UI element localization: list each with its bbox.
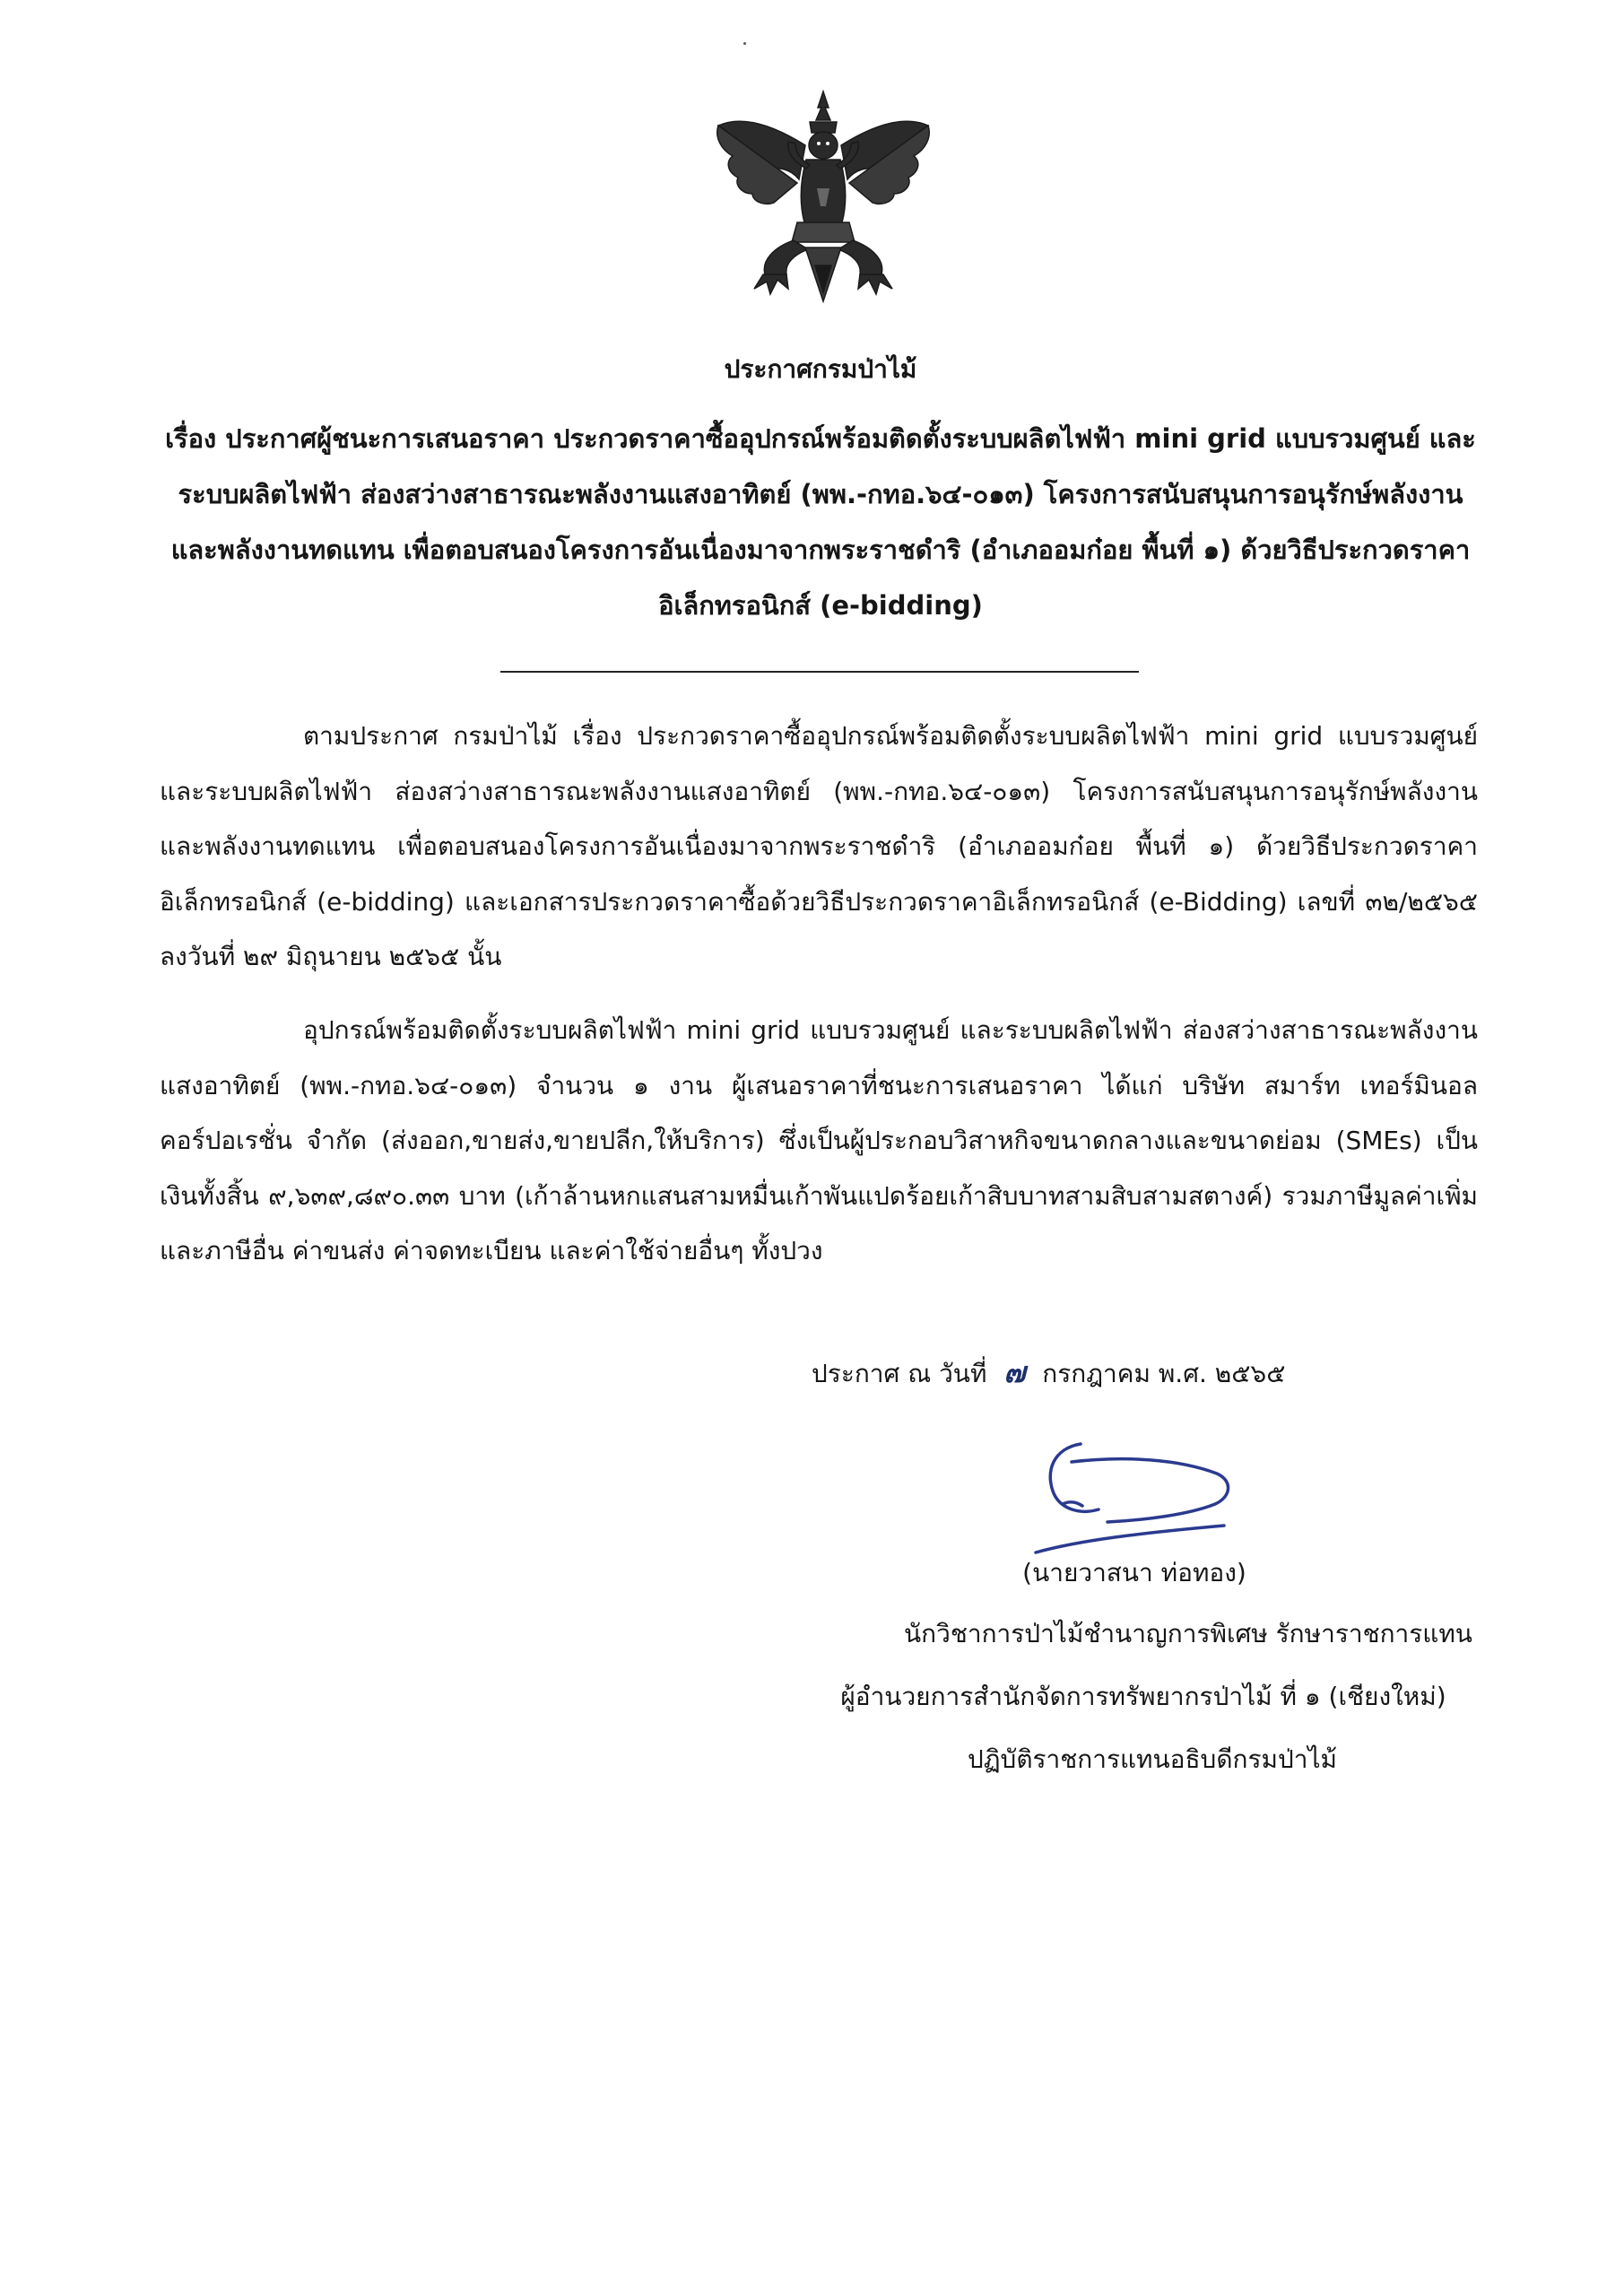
scan-speck [743,42,746,45]
signer-position-3: ปฏิบัติราชการแทนอธิบดีกรมป่าไม้ [967,1744,1337,1774]
signer-position-1: นักวิชาการป่าไม้ชำนาญการพิเศษ รักษาราชการแทน [904,1619,1472,1648]
signer-position-2: ผู้อำนวยการสำนักจัดการทรัพยากรป่าไม้ ที่ ๑ (เชียงใหม่) [840,1682,1446,1711]
announcement-date [812,1354,1493,1392]
garuda-emblem-icon [711,90,935,305]
date-prefix: ประกาศ ณ วันที่ [812,1359,987,1388]
signer-name: (นายวาสนา ท่อทอง) [1022,1558,1246,1587]
divider-line [500,671,1139,673]
body-paragraph-2: อุปกรณ์พร้อมติดตั้งระบบผลิตไฟฟ้า mini grid แบบรวมศูนย์ และระบบผลิตไฟฟ้า ส่องสว่างสาธารณะพลังงานแสงอาทิตย์ (พพ.-กทอ.๖๔-๐๑๓) จำนวน ๑ งาน ผู้เสนอราคาที่ชนะการเสนอราคา ได้แก่ บริษัท สมาร์ท เทอร์มินอล คอร์ปอเรชั่น จำกัด (ส่งออก,ขายส่ง,ขายปลีก,ให้บริการ) ซึ่งเป็นผู้ประกอบวิสาหกิจขนาดกลางและขนาดย่อม (SMEs) เป็นเงินทั้งสิ้น ๙,๖๓๙,๘๙๐.๓๓ บาท (เก้าล้านหกแสนสามหมื่นเก้าพันแปดร้อยเก้าสิบบาทสามสิบสามสตางค์) รวมภาษีมูลค่าเพิ่มและภาษีอื่น ค่าขนส่ง ค่าจดทะเบียน และค่าใช้จ่ายอื่นๆ ทั้งปวง [160,1015,1478,1265]
body-paragraph-1: ตามประกาศ กรมป่าไม้ เรื่อง ประกวดราคาซื้ออุปกรณ์พร้อมติดตั้งระบบผลิตไฟฟ้า mini grid แบบรวมศูนย์ และระบบผลิตไฟฟ้า ส่องสว่างสาธารณะพลังงานแสงอาทิตย์ (พพ.-กทอ.๖๔-๐๑๓) โครงการสนับสนุนการอนุรักษ์พลังงานและพลังงานทดแทน เพื่อตอบสนองโครงการอันเนื่องมาจากพระราชดำริ (อำเภออมก๋อย พื้นที่ ๑) ด้วยวิธีประกวดราคาอิเล็กทรอนิกส์ (e-bidding) และเอกสารประกวดราคาซื้อด้วยวิธีประกวดราคาอิเล็กทรอนิกส์ (e-Bidding) เลขที่ ๓๒/๒๕๖๕ ลงวันที่ ๒๙ มิถุนายน ๒๕๖๕ นั้น [160,721,1478,971]
handwritten-day: ๗ [1003,1355,1026,1389]
date-suffix: กรกฎาคม พ.ศ. ๒๕๖๕ [1042,1359,1286,1388]
announcement-subject: เรื่อง ประกาศผู้ชนะการเสนอราคา ประกวดราคาซื้ออุปกรณ์พร้อมติดตั้งระบบผลิตไฟฟ้า mini grid แบบรวมศูนย์ และระบบผลิตไฟฟ้า ส่องสว่างสาธารณะพลังงานแสงอาทิตย์ (พพ.-กทอ.๖๔-๐๑๓) โครงการสนับสนุนการอนุรักษ์พลังงานและพลังงานทดแทน เพื่อตอบสนองโครงการอันเนื่องมาจากพระราชดำริ (อำเภออมก๋อย พื้นที่ ๑) ด้วยวิธีประกวดราคาอิเล็กทรอนิกส์ (e-bidding) [165,423,1476,621]
page-title: ประกาศกรมป่าไม้ [724,354,917,384]
handwritten-signature-icon [1018,1422,1287,1556]
